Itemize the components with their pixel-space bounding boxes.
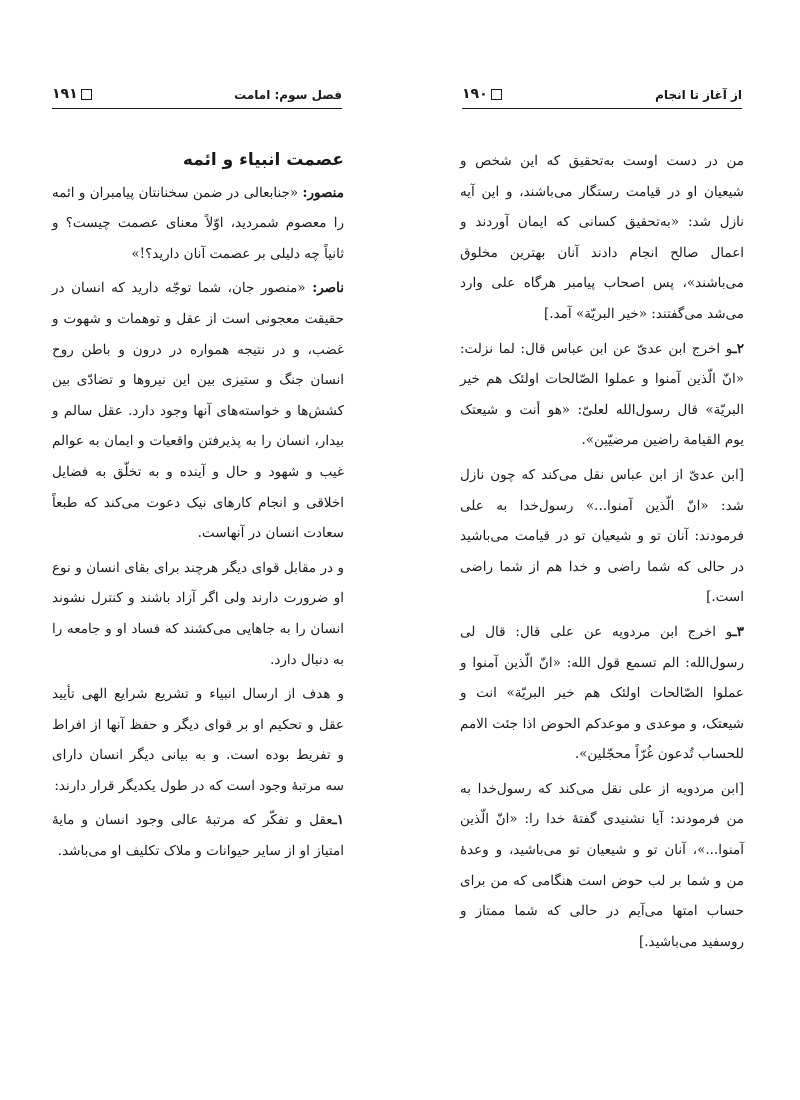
body-text — [460, 146, 744, 961]
right-page — [400, 0, 800, 1100]
chapter-title: فصل سوم: امامت — [234, 88, 342, 102]
header-rule — [462, 108, 742, 109]
paragraph-text: و در مقابل قوای دیگر هرچند برای بقای انسان و نوع او ضرورت دارند ولی اگر آزاد باشند و کنترل نشوند انسان را به جاهایی می‌کشند که فساد او و جامعه را به دنبال دارد. — [52, 559, 344, 668]
square-icon — [491, 89, 502, 100]
paragraph-text: و اخرج ابن عدیّ عن ابن عباس قال: لما نزلت: «انّ الّذین آمنوا و عملوا الصّالحات اولئک هم خیر البریّة» قال رسول‌الله لعلیّ: «هو أنت و شیعتک یوم القیامة راضین مرضیّین». — [460, 340, 744, 449]
paragraph — [460, 774, 744, 958]
paragraph-text: «منصور جان، شما توجّه دارید که انسان در حقیقت معجونی است از عقل و توهمات و شهوت و غضب، و در نتیجه همواره در درون و باطن روح انسان جنگ و ستیزی بین این نیروها و تضادّی بین کشش‌ها و خواسته‌های آنها وجود دارد. عقل سالم و بیدار، انسان را به پذیرفتن واقعیات و ایمان به عوالم غیب و شهود و حال و آینده و به تخلّق به فضایل اخلاقی و انجام کارهای نیک دعوت می‌کند که طبعاً سعادت انسان در آنهاست. — [52, 280, 344, 542]
paragraph-text: [ابن مردویه از علی نقل می‌کند که رسول‌خدا به من فرمودند: آیا نشنیدی گفتهٔ خدا را: «انّ الّذین آمنوا...»، آنان تو و شیعیان تو می‌باشید، و وعدهٔ من و شما بر لب حوض است هنگامی که من برای حساب امتها می‌آیم در حالی که شما ممتاز و روسفید می‌باشید.] — [460, 780, 744, 950]
page-number — [462, 86, 502, 102]
paragraph — [460, 617, 744, 770]
paragraph — [52, 178, 344, 270]
paragraph — [52, 805, 344, 866]
speaker-label: ناصر: — [312, 280, 344, 297]
section-heading: عصمت انبیاء و ائمه — [182, 150, 344, 170]
paragraph — [52, 553, 344, 675]
paragraph — [52, 679, 344, 801]
list-number: ۳ـ — [732, 623, 744, 640]
paragraph-text: عقل و تفکّر که مرتبهٔ عالی وجود انسان و مایهٔ امتیاز او از سایر حیوانات و ملاک تکلیف او می‌باشد. — [52, 812, 344, 860]
paragraph-text: و اخرج ابن مردویه عن علی قال: قال لی رسول‌الله: الم تسمع قول الله: «انّ الّذین آمنوا و عملوا الصّالحات اولئک هم خیر البریّة» انت و شیعتک، و موعدی و موعدکم الحوض اذا جئت الامم للحساب تُدعون غُرّاً محجّلین». — [460, 623, 744, 763]
page-number — [52, 86, 92, 102]
page-header — [462, 86, 742, 112]
paragraph — [52, 273, 344, 548]
paragraph — [460, 460, 744, 613]
paragraph — [460, 334, 744, 456]
list-number: ۲ـ — [732, 340, 744, 357]
book-title: از آغاز تا انجام — [655, 88, 742, 102]
paragraph-text: [ابن عدیّ از ابن عباس نقل می‌کند که چون نازل شد: «انّ الّذین آمنوا...» رسول‌خدا به علی فرمودند: آنان تو و شیعیان تو در قیامت می‌باشید در حالی که شما راضی و خدا هم از شما راضی است.] — [460, 466, 744, 606]
page-header — [52, 86, 342, 112]
square-icon — [81, 89, 92, 100]
list-number: ۱ـ — [332, 812, 344, 829]
paragraph-text: من در دست اوست به‌تحقیق که این شخص و شیعیان او در قیامت رستگار می‌باشند، و این آیه نازل شد: «به‌تحقیق کسانی که ایمان آوردند و اعمال صالح انجام دادند آنان بهترین مخلوق می‌باشند»، پس اصحاب پیامبر هرگاه علی وارد می‌شد می‌گفتند: «خیر البریّة» آمد.] — [460, 153, 744, 322]
header-rule — [52, 108, 342, 109]
speaker-label: منصور: — [302, 184, 344, 201]
paragraph-text: «جنابعالی در ضمن سخنانتان پیامبران و ائمه را معصوم شمردید، اوّلاً معنای عصمت چیست؟ و ثانیاً چه دلیلی بر عصمت آنان دارید؟!» — [52, 184, 344, 262]
body-text — [52, 145, 344, 871]
page-number-text: ۱۹۰ — [462, 86, 488, 102]
paragraph-text: و هدف از ارسال انبیاء و تشریع شرایع الهی تأیید عقل و تحکیم او بر قوای دیگر و حفظ آنها از افراط و تفریط بوده است. و به بیانی دیگر انسان دارای سه مرتبهٔ وجود است که در طول یکدیگر قرار دارند: — [52, 686, 344, 794]
page-number-text: ۱۹۱ — [52, 86, 78, 102]
paragraph — [460, 146, 744, 330]
